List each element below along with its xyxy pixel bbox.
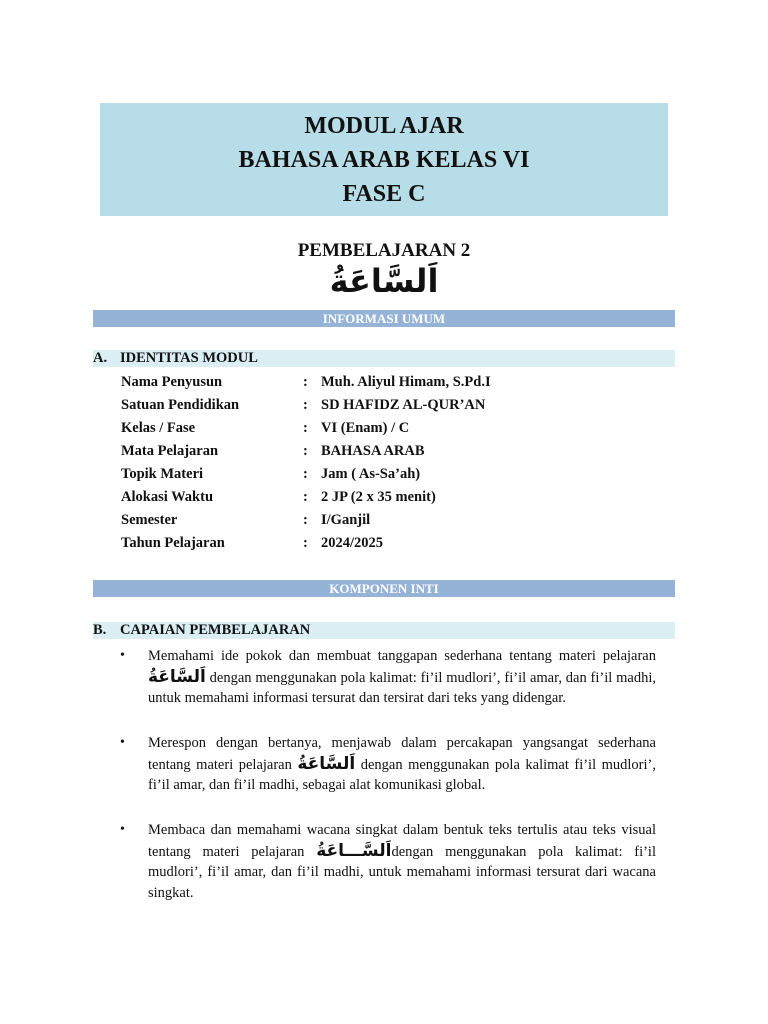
identity-row — [121, 440, 681, 462]
identity-label: Mata Pelajaran — [121, 443, 219, 459]
module-title-line-1: MODUL AJAR — [304, 112, 464, 139]
identity-colon: : — [303, 420, 308, 436]
module-title-line-2: BAHASA ARAB KELAS VI — [238, 146, 530, 173]
identity-row — [121, 486, 681, 508]
bullet-text-start: Merespon dengan bertanya, menjawab dalam percakapan yangsangat sederhana tentang materi pelajaran — [148, 735, 656, 773]
identity-section-heading — [93, 350, 675, 367]
identity-row — [121, 509, 681, 531]
bullet-text — [148, 733, 656, 796]
identity-label: Kelas / Fase — [121, 420, 196, 436]
identity-colon: : — [303, 443, 308, 459]
section-letter: A. — [93, 350, 108, 366]
arabic-term: اَلسَّاعَةُ — [297, 753, 356, 774]
identity-row — [121, 417, 681, 439]
identity-row — [121, 371, 681, 393]
identity-colon: : — [303, 397, 308, 413]
bullet-text-start: Membaca dan memahami wacana singkat dalam bentuk teks tertulis atau teks visual tentang materi pelajaran — [148, 822, 656, 860]
identity-label: Nama Penyusun — [121, 374, 223, 390]
identity-value: I/Ganjil — [321, 512, 371, 528]
bullet-dot: • — [120, 735, 125, 750]
identity-colon: : — [303, 466, 308, 482]
identity-label: Tahun Pelajaran — [121, 535, 225, 551]
achievement-bullet — [120, 820, 656, 903]
module-title-box — [100, 103, 668, 216]
identity-value: 2 JP (2 x 35 menit) — [321, 489, 436, 505]
identity-value: 2024/2025 — [321, 535, 384, 551]
bullet-text — [148, 646, 656, 709]
general-info-band: INFORMASI UMUM — [93, 310, 675, 327]
identity-value: BAHASA ARAB — [321, 443, 425, 459]
identity-row — [121, 532, 681, 554]
identity-colon: : — [303, 512, 308, 528]
identity-value: Muh. Aliyul Himam, S.Pd.I — [321, 374, 491, 390]
identity-label: Topik Materi — [121, 466, 204, 482]
identity-value: SD HAFIDZ AL-QUR’AN — [321, 397, 486, 413]
bullet-text-end: dengan menggunakan pola kalimat: fi’il mudlori’, fi’il amar, dan fi’il madhi, untuk memahami informasi tersurat dan tersirat dari teks yang didengar. — [148, 669, 656, 706]
arabic-lesson-title: اَلسَّاعَةُ — [329, 262, 439, 300]
identity-label: Satuan Pendidikan — [121, 397, 240, 413]
identity-colon: : — [303, 489, 308, 505]
achievement-bullet — [120, 646, 656, 709]
bullet-text-end: dengan menggunakan pola kalimat fi’il mudlori’, fi’il amar, dan fi’il madhi, sebagai alat komunikasi global. — [148, 756, 656, 793]
section-title: CAPAIAN PEMBELAJARAN — [120, 622, 311, 638]
identity-colon: : — [303, 535, 308, 551]
arabic-term: اَلسَّـــاعَةُ — [316, 840, 392, 861]
section-letter: B. — [93, 622, 107, 638]
module-title-line-3: FASE C — [342, 180, 426, 207]
bullet-text-start: Memahami ide pokok dan membuat tanggapan sederhana tentang materi pelajaran — [148, 648, 656, 664]
identity-label: Alokasi Waktu — [121, 489, 214, 505]
identity-label: Semester — [121, 512, 178, 528]
bullet-text-end: dengan menggunakan pola kalimat: fi’il mudlori’, fi’il amar, dan fi’il madhi, untuk memahami informasi tersurat dari wacana singkat. — [148, 843, 656, 901]
identity-row — [121, 463, 681, 485]
section-title: IDENTITAS MODUL — [120, 350, 258, 366]
lesson-heading: PEMBELAJARAN 2 — [297, 240, 471, 261]
bullet-text — [148, 820, 656, 903]
bullet-dot: • — [120, 822, 125, 837]
core-components-band: KOMPONEN INTI — [93, 580, 675, 597]
identity-colon: : — [303, 374, 308, 390]
achievement-section-heading — [93, 622, 675, 639]
identity-row — [121, 394, 681, 416]
achievement-bullet — [120, 733, 656, 796]
bullet-dot: • — [120, 648, 125, 663]
identity-value: VI (Enam) / C — [321, 420, 410, 436]
identity-value: Jam ( As-Sa’ah) — [321, 466, 421, 482]
arabic-term: اَلسَّاعَةُ — [148, 666, 206, 687]
